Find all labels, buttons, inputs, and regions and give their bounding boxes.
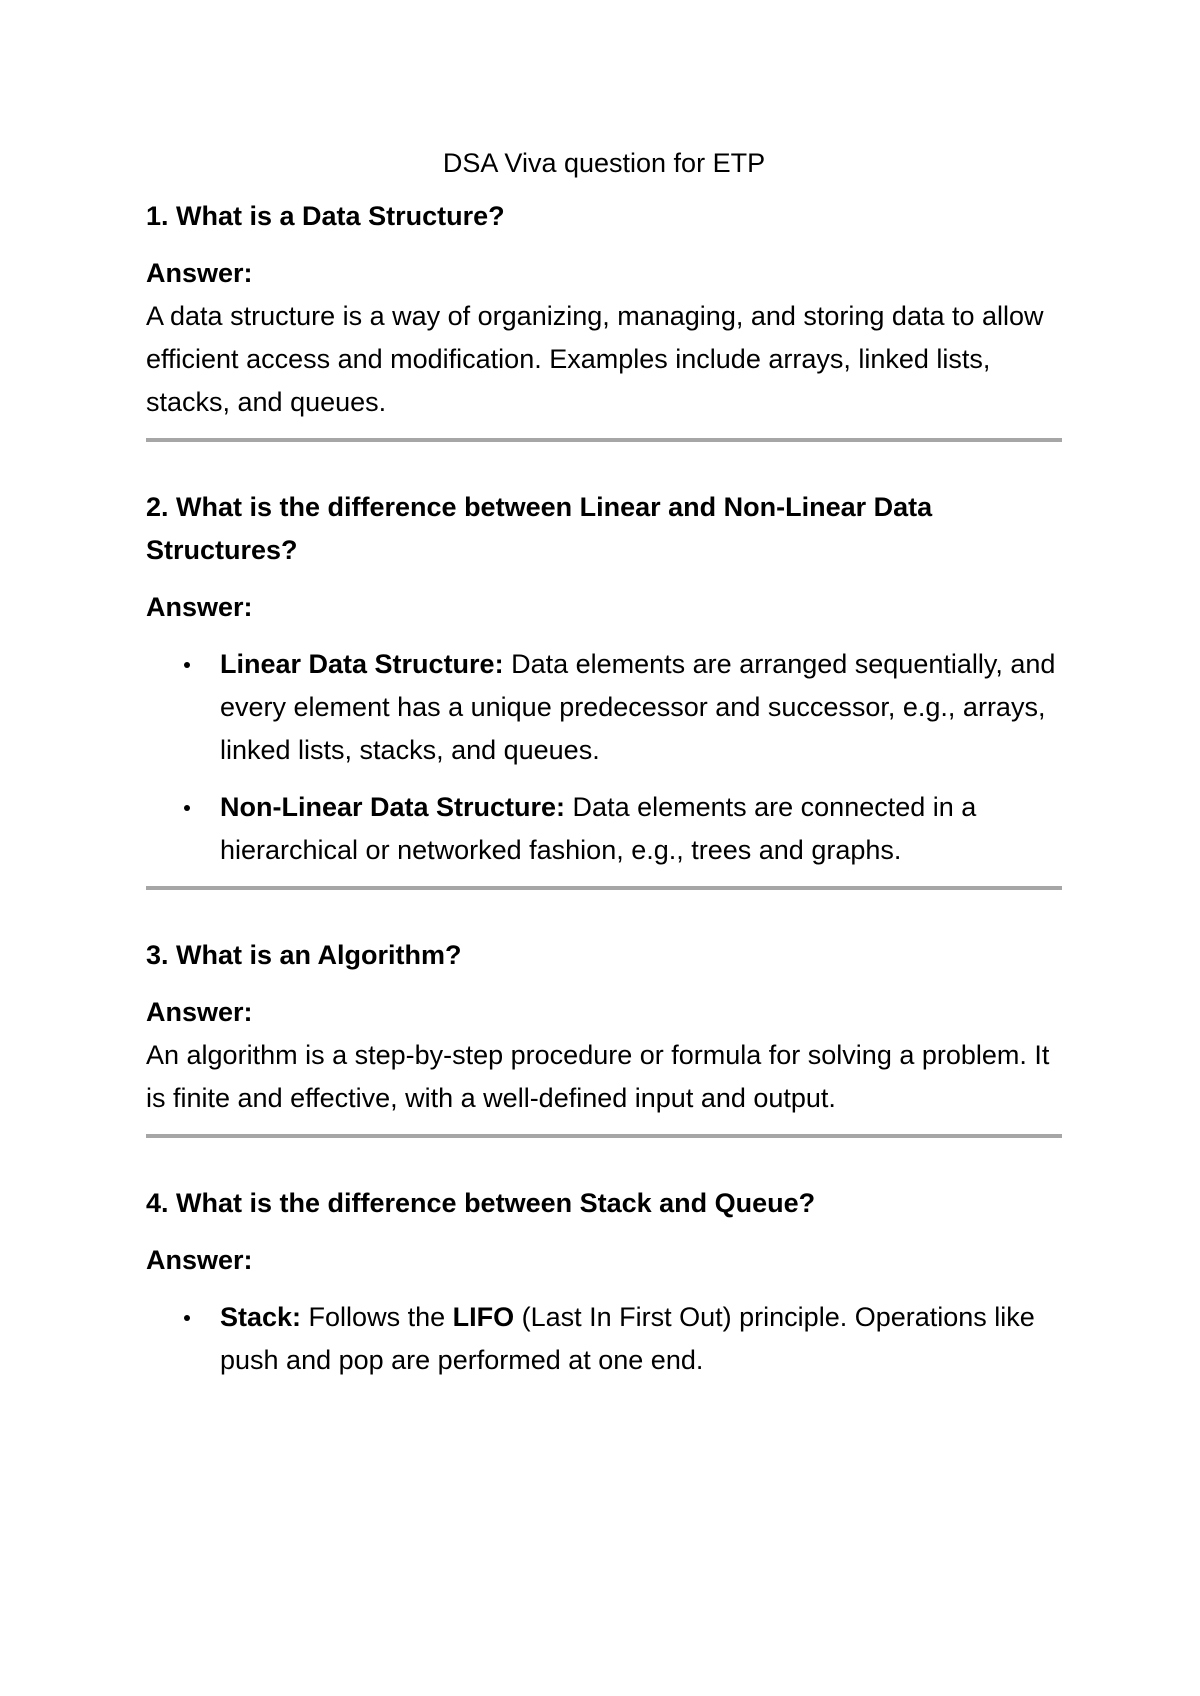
qa-section-4 xyxy=(146,1182,1062,1382)
bullet-term: Linear Data Structure: xyxy=(220,649,504,679)
document-title: DSA Viva question for ETP xyxy=(442,148,766,178)
list-item xyxy=(146,1296,1062,1382)
answer-bullet-list xyxy=(146,1296,1062,1382)
qa-section-2 xyxy=(146,486,1062,890)
answer-bullet-list xyxy=(146,643,1062,872)
list-item xyxy=(146,786,1062,872)
list-item xyxy=(146,643,1062,772)
question-heading: 2. What is the difference between Linear and Non-Linear Data Structures? xyxy=(146,492,933,565)
bullet-icon xyxy=(184,1315,190,1321)
question-heading: 4. What is the difference between Stack and Queue? xyxy=(146,1188,816,1218)
answer-text: A data structure is a way of organizing, managing, and storing data to allow efficient access and modification. Examples include arrays, linked lists, stacks, and queues. xyxy=(146,301,1044,417)
bullet-text: Data elements are connected in a hierarchical or networked fashion, e.g., trees and graphs. xyxy=(220,792,977,865)
question-heading: 3. What is an Algorithm? xyxy=(146,940,462,970)
answer-label: Answer: xyxy=(146,592,253,622)
bullet-icon xyxy=(184,805,190,811)
question-heading: 1. What is a Data Structure? xyxy=(146,201,505,231)
document-content xyxy=(146,142,1062,1396)
qa-section-1 xyxy=(146,195,1062,442)
answer-text: An algorithm is a step-by-step procedure or formula for solving a problem. It is finite and effective, with a well-defined input and output. xyxy=(146,1040,1050,1113)
bullet-term: Non-Linear Data Structure: xyxy=(220,792,566,822)
bullet-text: Data elements are arranged sequentially, and every element has a unique predecessor and successor, e.g., arrays, linked lists, stacks, and queues. xyxy=(220,649,1056,765)
answer-label: Answer: xyxy=(146,997,253,1027)
qa-section-3 xyxy=(146,934,1062,1138)
answer-label: Answer: xyxy=(146,258,253,288)
answer-label: Answer: xyxy=(146,1245,253,1275)
bullet-text: Follows the xyxy=(301,1302,453,1332)
bullet-text: (Last In First Out) principle. Operations like push and pop are performed at one end. xyxy=(220,1302,1035,1375)
bullet-term: Stack: xyxy=(220,1302,302,1332)
bullet-emphasis: LIFO xyxy=(452,1302,515,1332)
bullet-icon xyxy=(184,662,190,668)
